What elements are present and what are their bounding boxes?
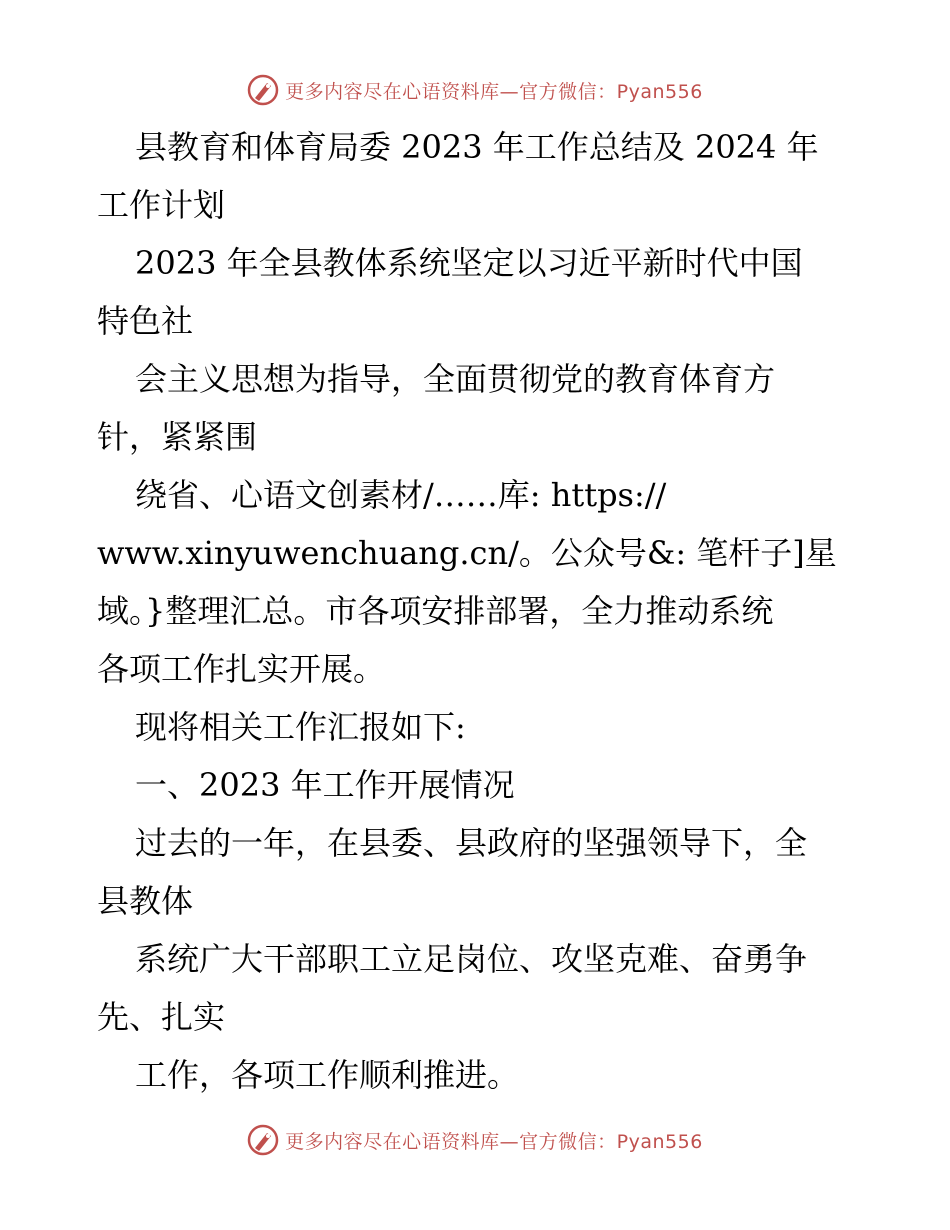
banner-text: 更多内容尽在心语资料库—官方微信：Pyan556 bbox=[285, 80, 703, 103]
text-line: 县教育和体育局委 2023 年工作总结及 2024 年 bbox=[135, 128, 819, 166]
text-line: 县教体 bbox=[97, 882, 194, 920]
text-line: 系统广大干部职工立足岗位、攻坚克难、奋勇争 bbox=[135, 940, 808, 978]
banner-text: 更多内容尽在心语资料库—官方微信：Pyan556 bbox=[285, 1130, 703, 1153]
text-line: 特色社 bbox=[97, 302, 194, 340]
text-line: 2023 年全县教体系统坚定以习近平新时代中国 bbox=[135, 244, 803, 282]
pen-logo-icon bbox=[247, 74, 279, 106]
text-line: 绕省、心语文创素材/……库: https:// bbox=[135, 476, 667, 514]
text-line: 工作计划 bbox=[97, 186, 226, 224]
text-line: 过去的一年，在县委、县政府的坚强领导下，全 bbox=[135, 824, 808, 862]
text-line: 针，紧紧围 bbox=[97, 418, 258, 456]
text-line: 现将相关工作汇报如下: bbox=[135, 708, 466, 746]
text-line: 一、2023 年工作开展情况 bbox=[135, 766, 515, 804]
text-line: www.xinyuwenchuang.cn/。公众号&: 笔杆子]星 bbox=[97, 534, 837, 572]
header-banner bbox=[0, 70, 950, 110]
text-line: 域。}整理汇总。市各项安排部署，全力推动系统 bbox=[97, 592, 774, 630]
text-line: 会主义思想为指导，全面贯彻党的教育体育方 bbox=[135, 360, 776, 398]
footer-banner bbox=[0, 1120, 950, 1160]
text-line: 各项工作扎实开展。 bbox=[97, 650, 386, 688]
pen-logo-icon bbox=[247, 1124, 279, 1156]
text-line: 工作，各项工作顺利推进。 bbox=[135, 1056, 520, 1094]
text-line: 先、扎实 bbox=[97, 998, 226, 1036]
document-body bbox=[97, 118, 857, 1104]
